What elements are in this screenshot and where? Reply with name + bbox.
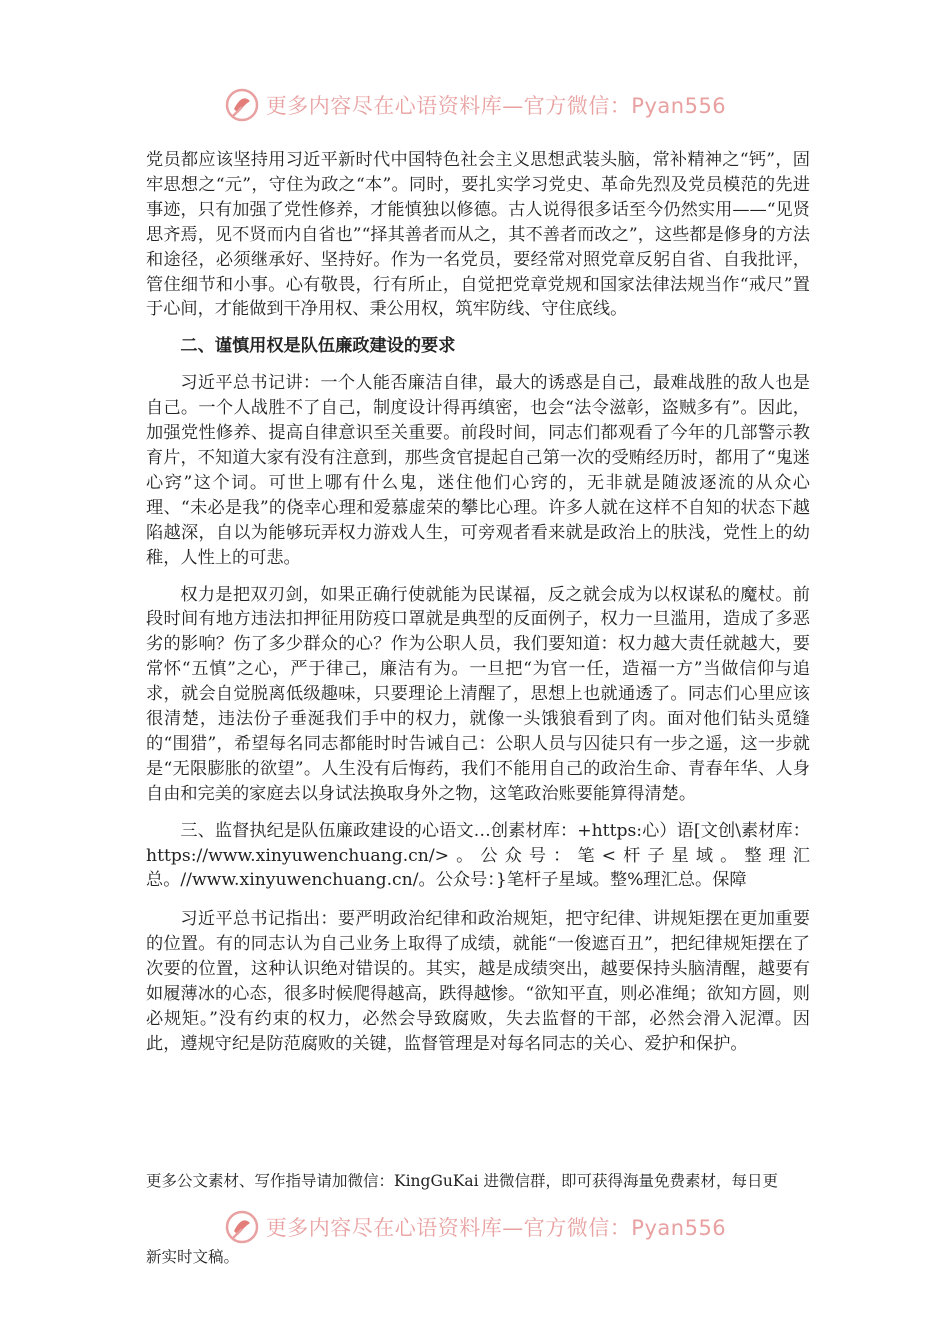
flower-logo-icon (224, 87, 260, 123)
document-body (146, 148, 810, 1069)
footer-tail: 新实时文稿。 (146, 1248, 240, 1266)
paragraph: 权力是把双刃剑，如果正确行使就能为民谋福，反之就会成为以权谋私的魔杖。前段时间有地方违法扣押征用防疫口罩就是典型的反面例子，权力一旦滥用，造成了多恶劣的影响？伤了多少群众的心？作为公职人员，我们要知道：权力越大责任就越大，要常怀“五慎”之心，严于律己，廉洁有为。一旦把“为官一任，造福一方”当做信仰与追求，就会自觉脱离低级趣味，只要理论上清醒了，思想上也就通透了。同志们心里应该很清楚，违法份子垂涎我们手中的权力，就像一头饿狼看到了肉。面对他们钻头觅缝的“围猎”，希望每名同志都能时时告诫自己：公职人员与囚徒只有一步之遥，这一步就是“无限膨胀的欲望”。人生没有后悔药，我们不能用自己的政治生命、青春年华、人身自由和完美的家庭去以身试法换取身外之物，这笔政治账要能算得清楚。 (146, 584, 810, 804)
flower-logo-icon (224, 1209, 260, 1245)
banner-text: 更多内容尽在心语资料库—官方微信：Pyan556 (265, 1216, 727, 1240)
section-heading-mixed: 三、监督执纪是队伍廉政建设的心语文…创素材库：+https:心）语[文创\素材库：https://www.xinyuwenchuang.cn/>。公众号：笔<杆子星域。整理汇总。//www.xinyuwenchuang.cn/。公众号：}笔杆子星域。整%理汇总。保障 (146, 820, 810, 891)
watermark-banner-top (0, 84, 950, 126)
footer-note: 更多公文素材、写作指导请加微信：KingGuKai 进微信群，即可获得海量免费素材，每日更 (146, 1172, 779, 1190)
banner-text: 更多内容尽在心语资料库—官方微信：Pyan556 (265, 94, 727, 118)
paragraph: 习近平总书记讲：一个人能否廉洁自律，最大的诱惑是自己，最难战胜的敌人也是自己。一个人战胜不了自己，制度设计得再缜密，也会“法令滋彰，盗贼多有”。因此，加强党性修养、提高自律意识至关重要。前段时间，同志们都观看了今年的几部警示教育片，不知道大家有没有注意到，那些贪官提起自己第一次的受贿经历时，都用了“鬼迷心窍”这个词。可世上哪有什么鬼，迷住他们心窍的，无非就是随波逐流的从众心理、“未必是我”的侥幸心理和爱慕虚荣的攀比心理。许多人就在这样不自知的状态下越陷越深，自以为能够玩弄权力游戏人生，可旁观者看来就是政治上的肤浅，党性上的幼稚，人性上的可悲。 (146, 373, 810, 568)
paragraph: 习近平总书记指出：要严明政治纪律和政治规矩，把守纪律、讲规矩摆在更加重要的位置。有的同志认为自己业务上取得了成绩，就能“一俊遮百丑”，把纪律规矩摆在了次要的位置，这种认识绝对错误的。其实，越是成绩突出，越要保持头脑清醒，越要有如履薄冰的心态，很多时候爬得越高，跌得越惨。“欲知平直，则必准绳；欲知方圆，则必规矩。”没有约束的权力，必然会导致腐败，失去监督的干部，必然会滑入泥潭。因此，遵规守纪是防范腐败的关键，监督管理是对每名同志的关心、爱护和保护。 (146, 909, 810, 1054)
paragraph: 党员都应该坚持用习近平新时代中国特色社会主义思想武装头脑，常补精神之“钙”，固牢思想之“元”，守住为政之“本”。同时，要扎实学习党史、革命先烈及党员模范的先进事迹，只有加强了党性修养，才能慎独以修德。古人说得很多话至今仍然实用——“见贤思齐焉，见不贤而内自省也”“择其善者而从之，其不善者而改之”，这些都是修身的方法和途径，必须继承好、坚持好。作为一名党员，要经常对照党章反躬自省、自我批评，管住细节和小事。心有敬畏，行有所止，自觉把党章党规和国家法律法规当作“戒尺”置于心间，才能做到干净用权、秉公用权，筑牢防线、守住底线。 (146, 150, 810, 320)
watermark-banner-bottom (0, 1206, 950, 1248)
section-heading: 二、谨慎用权是队伍廉政建设的要求 (180, 336, 456, 357)
